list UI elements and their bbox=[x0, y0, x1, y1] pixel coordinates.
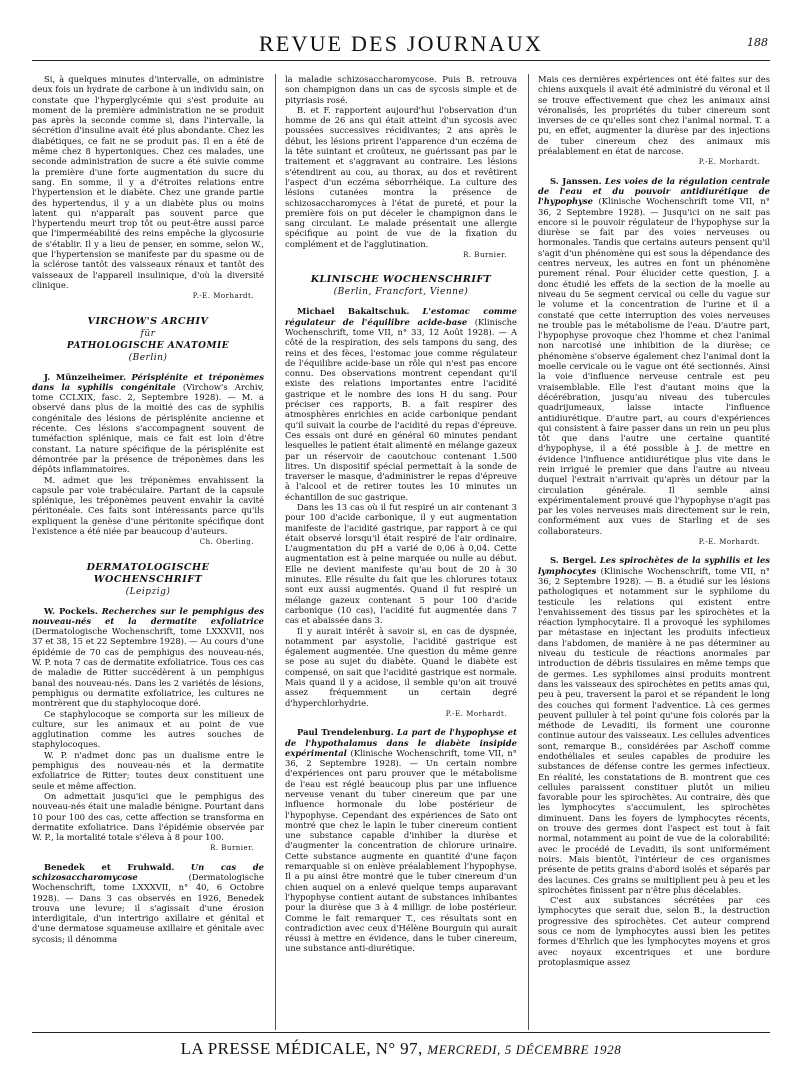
article-text: (Klinische Wochenschrift tome VII, n° 36, 2 Septembre 1928). — Jusqu'ici on ne sait pas encore si le pouvoir régulateur de l'hypophyse sur la diurèse se fait par des voies nerveuses ou hormonales. Tandis que certains auteurs pensent qu'il s'agit d'un phénomène qui est sous la dépendance des centres nerveux, les autres en font un phénomène purement rénal. Pour élucider cette question, J. a donc étudié les effets de la section de la moelle au niveau du 5e segment cervical ou celle du vague sur le volume et la concentration de l'urine et il a constaté que cette interruption des voies nerveuses ne trouble pas le métabolisme de l'eau. D'autre part, l'hypophyse provoque chez l'homme et chez l'animal non narcotisé une inhibition de la diurèse; ce phénomène s'observe également chez l'animal dont la moelle cervicale ou le vague ont été sectionnés. Ainsi la voie d'influence nerveuse centrale est peu vraisemblable. Elle l'est d'autant moins que la décérébration, jusqu'au niveau des tubercules quadrijumeaux, laisse intacte l'influence antidiurétique. D'autre part, au cours d'expériences qui consistent à faire passer dans un rein un peu plus tôt que dans l'autre une certaine quantité d'hypophyse, il a été possible à J. de mettre en évidence l'influence antidiurétique plus vite dans le rein irrigué le premier que dans l'autre au niveau duquel l'extrait n'arrivait qu'après un détour par la circulation générale. Il semble ainsi expérimentalement prouvé que l'hypophyse n'agit pas par les voies nerveuses mais directement sur le rein, conformément aux vues de Starling et de ses collaborateurs. bbox=[538, 196, 770, 536]
article bbox=[285, 727, 517, 954]
article-author: S. Janssen. bbox=[550, 175, 602, 186]
column-divider bbox=[528, 74, 529, 1030]
column-left bbox=[32, 74, 264, 1030]
article-title: Les voies de la régulation centrale de l'eau et du pouvoir antidiurétique de l'hypophyse bbox=[538, 175, 770, 207]
footer-journal: LA PRESSE MÉDICALE, N° 97, bbox=[180, 1039, 423, 1058]
paragraph: Il y aurait intérêt à savoir si, en cas de dyspnée, notamment par asystolie, l'acidité gastrique est également augmentée. Une question du même genre se pose au sujet du diabète. Quand le diabète est compensé, on sait que l'acidité gastrique est normale. Mais quand il y a acidose, il semble qu'on ait trouvé assez fréquemment un certain degré d'hyperchlorhydrie. bbox=[285, 625, 517, 708]
article-text: (Virchow's Archiv, tome CCLXIX, fasc. 2, Septembre 1928). — M. a observé dans plus de la moitié des cas de syphilis congénitale des lésions de périsplénite ancienne et récente. Ces lésions s'accompagnent souvent de tuméfaction splénique, mais ce fait est loin d'être constant. La nature spécifique de la périsplénite est démontrée par la présence de tréponèmes dans les dépôts inflammatoires. bbox=[32, 381, 264, 475]
footer-date: MERCREDI, 5 DÉCEMBRE 1928 bbox=[427, 1042, 622, 1057]
section-title: KLINISCHE WOCHENSCHRIFT bbox=[310, 274, 492, 286]
page-number: 188 bbox=[747, 36, 768, 49]
section-city: (Leipzig) bbox=[125, 586, 171, 597]
article-author: W. Pockels. bbox=[44, 605, 98, 616]
article-author: J. Münzeiheimer. bbox=[44, 371, 126, 382]
column-middle bbox=[285, 74, 517, 1030]
article-title: Un cas de schizosaccharomycose bbox=[32, 861, 264, 882]
section-subtitle: PATHOLOGISCHE ANATOMIE bbox=[66, 340, 230, 351]
article-text: (Klinische Wochenschrift, tome VII, n° 36, 2 Septembre 1928). — Un certain nombre d'expériences ont paru prouver que le métabolisme de l'eau est réglé beaucoup plus par une influence nerveuse venant du tuber cinereum que par une influence hormonale du lobe postérieur de l'hypophyse. Cependant des expériences de Sato ont montré que chez le lapin le tuber cinereum contient une substance capable d'inhiber la diurèse et d'augmenter la concentration de chlorure urinaire. Cette substance augmente en quantité d'une façon remarquable si on enlève préalablement l'hypophyse. Il a pu ainsi être montré que le tuber cinereum d'un chien auquel on a enlevé quelque temps auparavant l'hypophyse contient autant de substances inhibantes pour la diurèse que 3 à 4 milligr. de lobe postérieur. Comme le fait remarquer T., ces résultats sont en contradiction avec ceux d'Hélène Bourguin qui aurait réussi à mettre en évidence, dans le tuber cinereum, une substance anti-diurétique. bbox=[285, 747, 517, 954]
section-heading bbox=[32, 316, 264, 364]
section-title: DERMATOLOGISCHE WOCHENSCHRIFT bbox=[86, 561, 210, 585]
article bbox=[538, 555, 770, 895]
article-title: La part de l'hypophyse et de l'hypothalamus dans le diabète insipide expérimental bbox=[285, 727, 517, 758]
article-text: (Klinische Wochenschrift, tome VII, n° 36, 2 Septembre 1928). — B. a étudié sur les lésions pathologiques et notamment sur le syphilome du testicule les relations qui existent entre l'envahissement des tissus par les spirochètes et la réaction lymphocytaire. Il a provoqué les syphilomes par métastase en injectant les produits infectieux dans l'abdomen, de manière à ne pas déterminer au niveau du testicule de réactions anormales par introduction de débris tissulaires en même temps que de germes. Les syphilomes ainsi produits montrent dans les vaisseaux des spirochètes en petits amas qui, peu à peu, traversent la paroi et se répandent le long des couches qui forment l'adventice. Là ces germes peuvent pulluler à tel point qu'une fois colorés par la méthode de Levaditi, ils forment une couronne continue autour des vaisseaux. Les cellules adventices sont, remarque B., considérées par Aschoff comme endothéliales et seules capables de produire les substances de défense contre les germes infectieux. En réalité, les constatations de B. montrent que ces cellules paraissent constituer plutôt un milieu favorable pour les spirochètes. Au contraire, dès que les lymphocytes s'accumulent, les spirochètes diminuent. Dans les foyers de lymphocytes récents, on trouve des germes dont l'aspect est tout à fait normal, notamment au point de vue de la colorabilité: avec le procédé de Levaditi, ils sont uniformément noirs. Mais bientôt, l'intérieur de ces organismes présente de petits grains d'abord isolés et séparés par des lacunes. Ces grains se multiplient peu à peu et les spirochètes finissent par n'être plus décelables. bbox=[538, 565, 770, 895]
paragraph: On admettait jusqu'ici que le pemphigus des nouveau-nés était une maladie bénigne. Pourtant dans 10 pour 100 des cas, cette affection se transforma en dermatite exfoliatrice. Dans l'épidémie observée par W. P., la mortalité totale s'éleva à 8 pour 100. bbox=[32, 790, 264, 843]
signature: R. Burnier. bbox=[210, 844, 254, 853]
page-header bbox=[32, 22, 770, 61]
section-heading bbox=[285, 274, 517, 298]
article bbox=[538, 176, 770, 536]
column-right bbox=[538, 74, 770, 1030]
paragraph: Dans les 13 cas où il fut respiré un air contenant 3 pour 100 d'acide carbonique, il y eut augmentation manifeste de l'acidité gastrique, par rapport à ce qui était observé lorsqu'il était respiré de l'air ordinaire. L'augmentation du pH a varié de 0,06 à 0,04. Cette augmentation est à peine marquée ou nulle au début. Elle ne devient manifeste qu'au bout de 20 à 30 minutes. Elle résulte du fait que les chlorures totaux sont eux aussi augmentés. Quand il fut respiré un mélange gazeux contenant 5 pour 100 d'acide carbonique (10 cas), l'acidité fut augmentée dans 7 cas et abaissée dans 3. bbox=[285, 501, 517, 626]
paragraph: C'est aux substances sécrétées par ces lymphocytes que serait due, selon B., la destruction progressive des spirochètes. Cet auteur comprend sous ce nom de lymphocytes aussi bien les petites formes d'Ehrlich que les lymphocytes moyens et gros avec noyaux excentriques et une bordure protoplasmique assez bbox=[538, 895, 770, 967]
article bbox=[32, 862, 264, 944]
signature: P.-E. Morhardt. bbox=[445, 709, 507, 718]
signature: P.-E. Morhardt. bbox=[698, 158, 760, 167]
paragraph: la maladie schizosaccharomycose. Puis B. retrouva son champignon dans un cas de sycosis simple et de pityriasis rosé. bbox=[285, 74, 517, 105]
newspaper-page bbox=[32, 22, 770, 1058]
article bbox=[285, 306, 517, 502]
signature: P.-E. Morhardt. bbox=[698, 538, 760, 547]
column-divider bbox=[275, 74, 276, 1030]
article-title: Les spirochètes de la syphilis et les lymphocytes bbox=[538, 555, 770, 576]
article-text: (Klinische Wochenschrift, tome VII, n° 33, 12 Août 1928). — A côté de la respiration, des sels tampons du sang, des reins et des fèces, l'estomac joue comme régulateur de l'équilibre acide-base un rôle qui n'est pas encore connu. Des observations montrent cependant qu'il existe des relations importantes entre l'acidité gastrique et le nombre des ions H du sang. Pour préciser ces rapports, B. a fait respirer des atmosphères enrichies en acide carbonique pendant qu'il suivait la courbe de l'acidité du repas d'épreuve. Ces essais ont duré en général 60 minutes pendant lesquelles le patient était alimenté en mélange gazeux par un réservoir de caoutchouc contenant 1.500 litres. Un dispositif spécial permettait à la sonde de traverser le masque, d'administrer le repas d'épreuve à l'alcool et de retirer toutes les 10 minutes un échantillon de suc gastrique. bbox=[285, 316, 517, 502]
paragraph: W. P. n'admet donc pas un dualisme entre le pemphigus des nouveau-nés et la dermatite exfoliatrice de Ritter; toutes deux constituent une seule et même affection. bbox=[32, 749, 264, 791]
section-heading bbox=[32, 562, 264, 598]
section-city: (Berlin, Francfort, Vienne) bbox=[333, 287, 469, 298]
signature: Ch. Oberling. bbox=[199, 538, 254, 547]
paragraph: B. et F. rapportent aujourd'hui l'observation d'un homme de 26 ans qui était atteint d'un sycosis avec poussées successives récidivantes; 2 ans après le début, les lésions prirent l'apparence d'un eczéma de la tête suintant et croûteux, ne guérissant pas par le traitement et s'aggravant au contraire. Les lésions s'étendirent au cou, au thorax, au dos et revêtirent l'aspect d'un eczéma séborrhéique. La culture des lésions cutanées montra la présence de schizosaccharomyces à l'état de pureté, et pour la première fois on put déceler le champignon dans le sang circulant. Le malade présentait une allergie spécifique au point de vue de la fixation du complément et de l'agglutination. bbox=[285, 104, 517, 249]
article-text: (Dermatologische Wochenschrift, tome LXXXVII, n° 40, 6 Octobre 1928). — Dans 3 cas observés en 1926, Benedek trouva une levure; il s'agissait d'une érosion interdigitale, d'un intertrigo axillaire et génital et d'une dermatose squameuse axillaire et génitale avec sycosis; il dénomma bbox=[32, 872, 264, 944]
paragraph: Mais ces dernières expériences ont été faites sur des chiens auxquels il avait été administré du véronal et il se trouve effectivement que chez les animaux ainsi véronalisés, les propriétés du tuber cinereum sont inverses de ce qu'elles sont chez l'animal normal. T. a pu, en effet, augmenter la diurèse par des injections de tuber cinereum chez des animaux mis préalablement en état de narcose. bbox=[538, 74, 770, 157]
article-title: L'estomac comme régulateur de l'équilibre acide-base bbox=[285, 306, 517, 327]
section-connector: für bbox=[140, 328, 156, 339]
article bbox=[32, 372, 264, 475]
article-author: Paul Trendelenburg. bbox=[297, 727, 394, 738]
signature: P.-E. Morhardt. bbox=[192, 292, 254, 301]
footer-text bbox=[32, 1039, 770, 1059]
paragraph: Ce staphylocoque se comporta sur les milieux de culture, sur les animaux et au point de vue agglutination comme les autres souches de staphylocoques. bbox=[32, 708, 264, 750]
article-text: (Dermatologische Wochenschrift, tome LXXXVII, nos 37 et 38, 15 et 22 Septembre 1928). — Au cours d'une épidémie de 70 cas de pemphigus des nouveau-nés, W. P. nota 7 cas de dermatite exfoliatrice. Tous ces cas de maladie de Ritter succédèrent à un pemphigus banal des nouveau-nés. Dans les 2 variétés de lésions, pemphigus ou dermatite exfoliatrice, les cultures ne montrèrent que du staphylocoque doré. bbox=[32, 626, 264, 709]
article-title: Périsplénite et tréponèmes dans la syphilis congénitale bbox=[32, 371, 264, 392]
article-author: S. Bergel. bbox=[550, 555, 597, 566]
section-title: VIRCHOW'S ARCHIV bbox=[87, 315, 209, 327]
article-author: Michael Bakaltschuk. bbox=[297, 306, 410, 317]
paragraph: M. admet que les tréponèmes envahissent la capsule par voie trabéculaire. Partant de la capsule splénique, les tréponèmes peuvent envahir la cavité péritonéale. Ces faits sont intéressants parce qu'ils expliquent la genèse d'une péritonite spécifique dont l'existence a été niée par beaucoup d'auteurs. bbox=[32, 474, 264, 536]
section-city: (Berlin) bbox=[128, 352, 168, 363]
article-author: Benedek et Fruhwald. bbox=[44, 861, 175, 872]
article-title: Recherches sur le pemphigus des nouveau-nés et la dermatite exfoliatrice bbox=[32, 605, 264, 626]
article-columns bbox=[32, 74, 770, 1030]
page-footer bbox=[32, 1032, 770, 1061]
page-title: REVUE DES JOURNAUX bbox=[258, 31, 544, 56]
signature: R. Burnier. bbox=[463, 251, 507, 260]
paragraph: Si, à quelques minutes d'intervalle, on administre deux fois un hydrate de carbone à un individu sain, on constate que l'hyperglycémie qui s'est produite au moment de la première administration ne se produit pas après la seconde comme si, dans l'intervalle, la sécrétion d'insuline avait été plus abondante. Chez les diabétiques, ce fait ne se produit pas. Il en a été de même chez 8 hypertoniques. Chez ces malades, une seconde administration de sucre a été suivie comme la première d'une forte augmentation du sucre du sang. En somme, il y a d'étroites relations entre l'hypertension et le diabète. Chez une grande partie des hypertendus, il y a un diabète plus ou moins latent qui n'apparaît pas souvent parce que l'hypertendu meurt trop tôt ou peut-être aussi parce que l'imperméabilité des reins empêche la glycosurie de s'établir. Il y a lieu de penser, en somme, selon W., que l'hypertension se manifeste par du spasme ou de la sclérose tantôt des vaisseaux rénaux et tantôt des vaisseaux de l'appareil insulinique, d'où la diversité clinique. bbox=[32, 74, 264, 290]
article bbox=[32, 606, 264, 709]
